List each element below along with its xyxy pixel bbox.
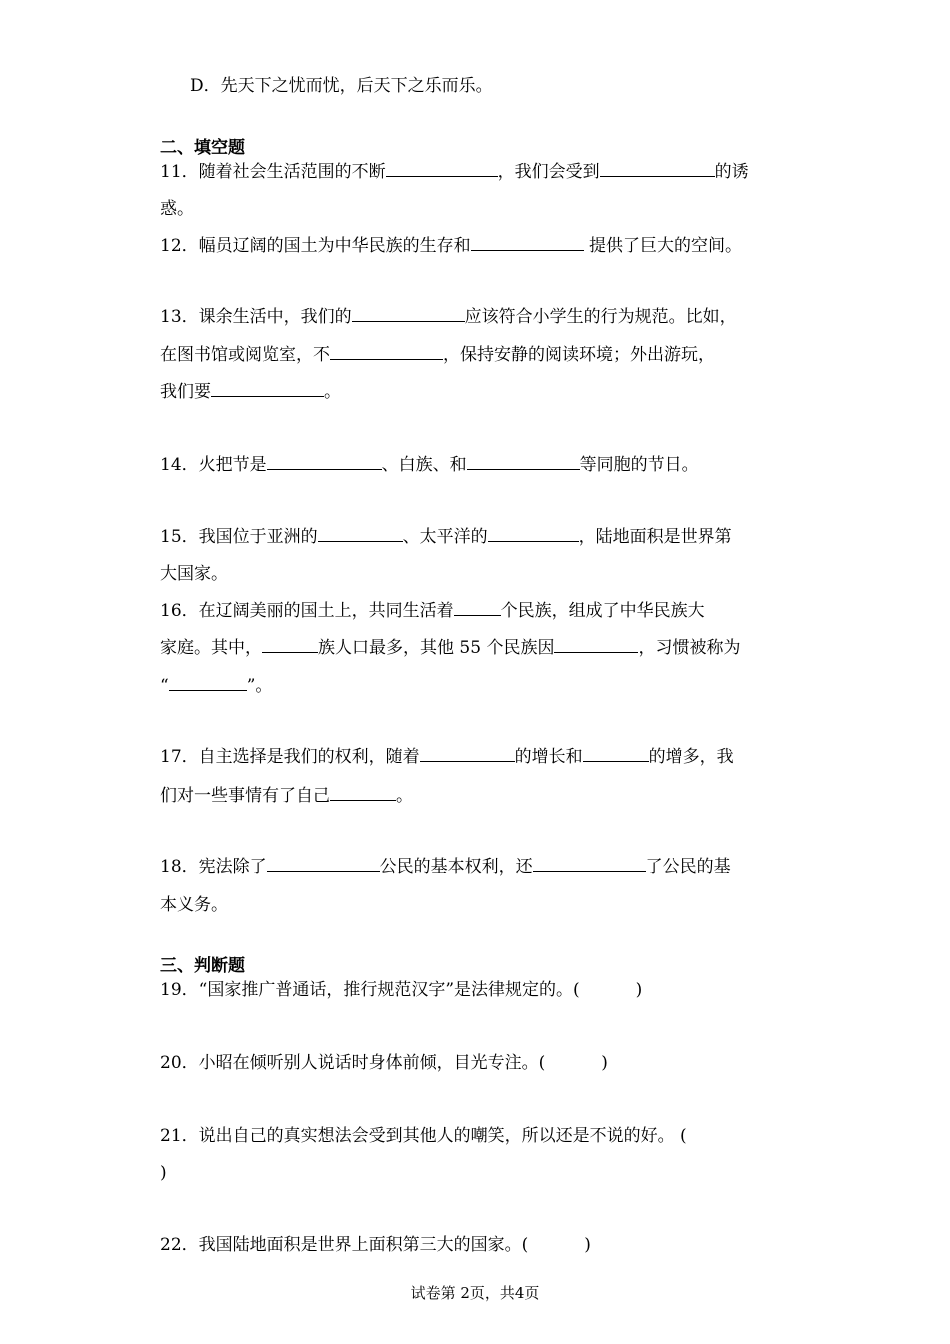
question-19: 19．“国家推广普通话，推行规范汉字”是法律规定的。( ) [160,980,643,1000]
question-13-line-3: 我们要 。 [160,382,341,402]
answer-blank[interactable] [554,638,638,653]
answer-blank[interactable] [600,162,715,177]
answer-blank[interactable] [471,236,584,251]
answer-blank[interactable] [583,747,649,762]
answer-blank[interactable] [533,857,646,872]
question-13-line-1: 13．课余生活中，我们的 应该符合小学生的行为规范。比如， [160,307,737,327]
question-14: 14．火把节是 、白族、和 等同胞的节日。 [160,455,699,475]
answer-blank[interactable] [169,676,247,691]
answer-blank[interactable] [352,307,465,322]
question-17-line-2: 们对一些事情有了自己 。 [160,786,413,806]
answer-blank[interactable] [467,455,580,470]
question-20: 20．小昭在倾听别人说话时身体前倾，目光专注。( ) [160,1053,608,1073]
answer-blank[interactable] [454,601,501,616]
question-13-line-2: 在图书馆或阅览室，不 ，保持安静的阅读环境；外出游玩， [160,345,715,365]
answer-blank[interactable] [211,382,324,397]
question-21-line-1: 21．说出自己的真实想法会受到其他人的嘲笑，所以还是不说的好。 ( [160,1126,687,1146]
question-16-line-2: 家庭。其中， 族人口最多，其他 55 个民族因 ，习惯被称为 [160,638,741,658]
answer-blank[interactable] [330,345,443,360]
question-15-line-2: 大国家。 [160,564,228,584]
answer-blank[interactable] [262,638,318,653]
question-12: 12．幅员辽阔的国土为中华民族的生存和 提供了巨大的空间。 [160,236,743,256]
answer-blank[interactable] [488,527,579,542]
section-heading-fill: 二、填空题 [160,138,245,158]
question-21-line-2: ) [160,1163,167,1183]
answer-blank[interactable] [330,786,396,801]
answer-blank[interactable] [267,455,382,470]
section-heading-judge: 三、判断题 [160,956,245,976]
page-footer: 试卷第 2页，共4页 [410,1284,540,1302]
question-22: 22．我国陆地面积是世界上面积第三大的国家。( ) [160,1235,591,1255]
question-16-line-3: “ ”。 [160,676,273,696]
answer-blank[interactable] [420,747,515,762]
option-d: D．先天下之忧而忧，后天下之乐而乐。 [190,76,493,96]
question-15-line-1: 15．我国位于亚洲的 、太平洋的 ，陆地面积是世界第 [160,527,732,547]
question-11-line-1: 11．随着社会生活范围的不断 ，我们会受到 的诱 [160,162,749,182]
question-18-line-1: 18．宪法除了 公民的基本权利，还 了公民的基 [160,857,731,877]
question-18-line-2: 本义务。 [160,895,228,915]
answer-blank[interactable] [267,857,380,872]
question-17-line-1: 17．自主选择是我们的权利，随着 的增长和 的增多，我 [160,747,734,767]
answer-blank[interactable] [318,527,403,542]
question-16-line-1: 16．在辽阔美丽的国土上，共同生活着 个民族，组成了中华民族大 [160,601,705,621]
answer-blank[interactable] [386,162,498,177]
question-11-line-2: 惑。 [160,199,194,219]
